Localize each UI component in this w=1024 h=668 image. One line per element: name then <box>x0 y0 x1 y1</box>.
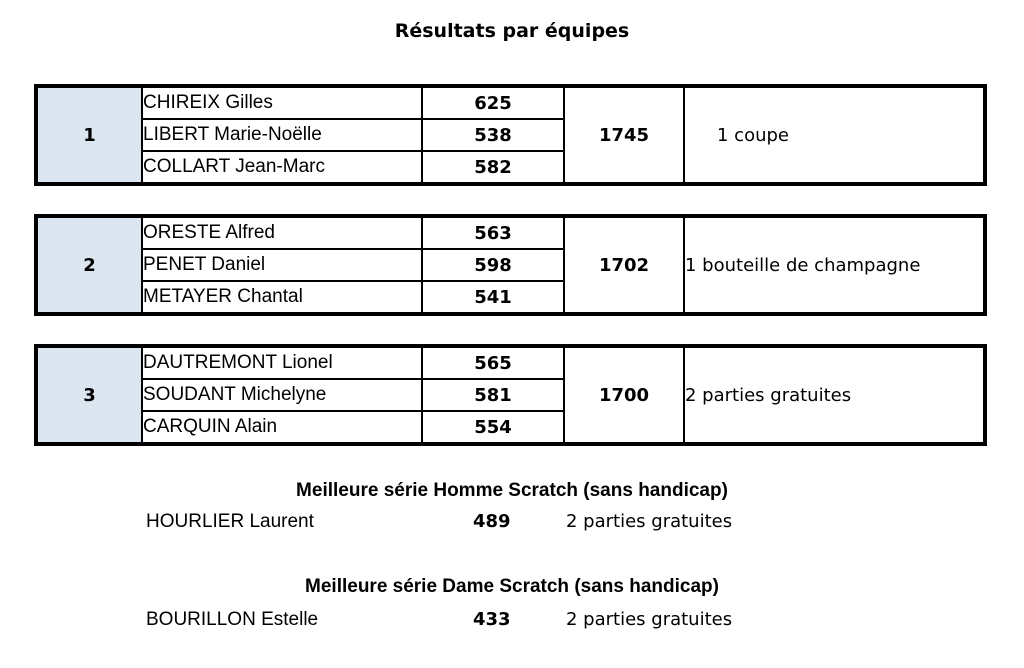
member-score: 541 <box>422 281 564 314</box>
member-name: METAYER Chantal <box>142 281 422 314</box>
member-name: PENET Daniel <box>142 249 422 281</box>
team-total: 1702 <box>564 216 684 314</box>
best-women-prize: 2 parties gratuites <box>566 609 733 630</box>
member-score: 565 <box>422 346 564 379</box>
team-prize: 2 parties gratuites <box>684 346 985 444</box>
team-rank: 2 <box>36 216 142 314</box>
member-score: 598 <box>422 249 564 281</box>
best-men-score: 489 <box>473 511 511 532</box>
team-rank: 1 <box>36 86 142 184</box>
table-row <box>36 346 985 379</box>
best-men-name: HOURLIER Laurent <box>146 511 314 532</box>
member-score: 625 <box>422 86 564 119</box>
member-name: CHIREIX Gilles <box>142 86 422 119</box>
member-score: 582 <box>422 151 564 184</box>
best-men-row <box>0 511 1024 537</box>
team-total: 1700 <box>564 346 684 444</box>
best-women-name: BOURILLON Estelle <box>146 609 319 630</box>
member-name: SOUDANT Michelyne <box>142 379 422 411</box>
member-score: 581 <box>422 379 564 411</box>
team-table-3 <box>34 344 987 446</box>
best-women-score: 433 <box>473 609 511 630</box>
team-prize: 1 bouteille de champagne <box>684 216 985 314</box>
member-name: CARQUIN Alain <box>142 411 422 444</box>
page-title: Résultats par équipes <box>394 20 630 42</box>
best-women-title: Meilleure série Dame Scratch (sans handicap) <box>305 576 719 597</box>
team-table-1 <box>34 84 987 186</box>
member-score: 554 <box>422 411 564 444</box>
member-name: DAUTREMONT Lionel <box>142 346 422 379</box>
team-prize: 1 coupe <box>684 86 985 184</box>
team-total: 1745 <box>564 86 684 184</box>
member-name: ORESTE Alfred <box>142 216 422 249</box>
table-row <box>36 86 985 119</box>
best-men-prize: 2 parties gratuites <box>566 511 733 532</box>
member-name: COLLART Jean-Marc <box>142 151 422 184</box>
member-score: 538 <box>422 119 564 151</box>
team-table-2 <box>34 214 987 316</box>
best-men-title: Meilleure série Homme Scratch (sans handicap) <box>296 480 728 501</box>
best-women-row <box>0 609 1024 635</box>
member-name: LIBERT Marie-Noëlle <box>142 119 422 151</box>
table-row <box>36 216 985 249</box>
member-score: 563 <box>422 216 564 249</box>
team-rank: 3 <box>36 346 142 444</box>
